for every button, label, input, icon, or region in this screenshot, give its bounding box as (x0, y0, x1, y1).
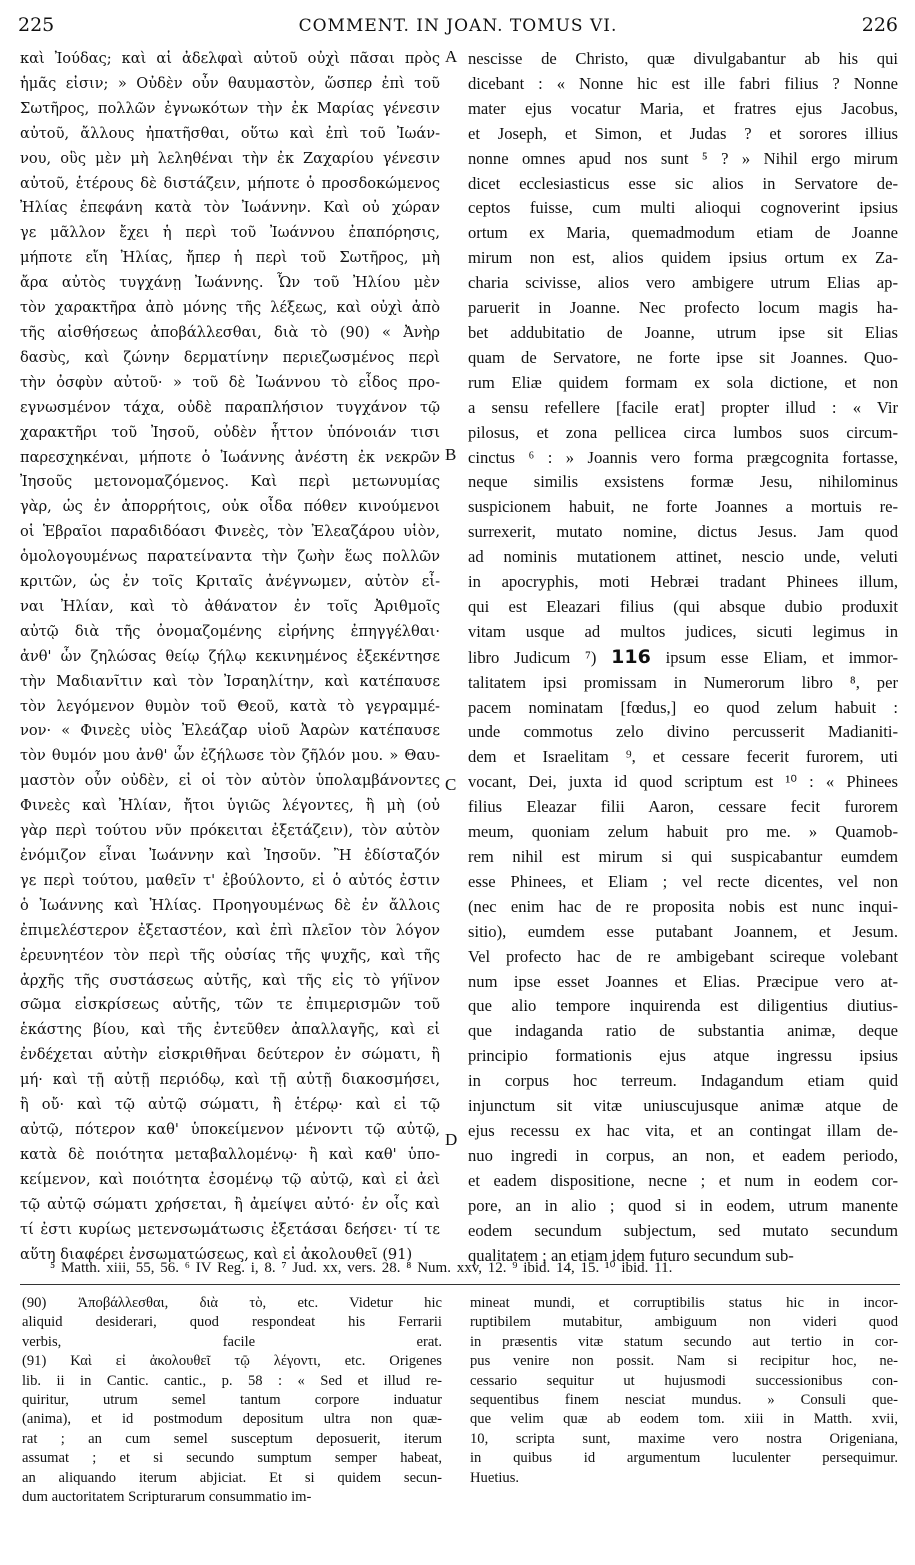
latin-text-line: principio formationis ejus atque ingressu ipsius (468, 1046, 898, 1066)
column-number: 116 (611, 645, 651, 668)
scripture-references: ⁵ Matth. xiii, 55, 56. ⁶ IV Reg. i, 8. ⁷ Jud. xx, vers. 28. ⁸ Num. xxv, 12. ⁹ ibid. 14, 15. ¹⁰ ibid. 11. (50, 1260, 673, 1276)
latin-text-line: nescisse de Christo, quæ divulgabantur ab his qui (468, 49, 898, 68)
footnote-line: que velim quæ ab eodem tom. xiii in Matth. xvii, (470, 1411, 898, 1428)
greek-text-line: ἀνθ' ὧν ζηλώσας θείῳ ζήλῳ κεκινημένος ἐξεκέντησε (20, 647, 440, 665)
greek-text-line: αὐτῷ διὰ τῆς ὀνομαζομένης εἰρήνης ἐπηγγέλθαι· (20, 622, 440, 640)
footnote-divider (20, 1284, 900, 1285)
greek-text-line: τὴν Μαδιανῖτιν καὶ τὸν Ἰσραηλίτην, καὶ κατέπαυσε (20, 672, 440, 690)
latin-text-line: filius Eleazar filii Aaron, cessare fecit furorem (468, 797, 898, 817)
greek-text-line: τὸν λεγόμενον θυμὸν τοῦ Θεοῦ, κατὰ τὸ γεγραμμέ- (20, 697, 440, 715)
latin-text-line: unde commotus zelo divino percusserit Madianiti- (468, 722, 898, 742)
latin-text-line: que alio tempore inquirenda est diligentius diutius- (468, 996, 898, 1016)
latin-text-line: neque similis exsistens formæ Jesu, nihilominus (468, 472, 898, 492)
footnote-line: mineat mundi, et corruptibilis status hic in incor- (470, 1295, 898, 1311)
running-title: COMMENT. IN JOAN. TOMUS VI. (298, 16, 618, 36)
page-number-right: 226 (861, 14, 898, 36)
latin-text-line: qui est Eleazari filius (qui absque dubio produxit (468, 596, 898, 616)
latin-text-line: et Joseph, et Simon, et Judas ? et sorores illius (468, 123, 898, 143)
greek-text-line: οἱ Ἑβραῖοι παραδιδόασι Φινεὲς, τὸν Ἐλεαζάρου υἱὸν, (20, 523, 440, 541)
greek-text-line: τῷ αὐτῷ σώματι χρήσεται, ἢ ἀμείψει αὐτό· ἐν οἷς καὶ (20, 1195, 440, 1213)
greek-text-line: μή· καὶ τῇ αὐτῇ περιόδῳ, καὶ τῇ αὐτῇ διακοσμήσει, (20, 1071, 440, 1089)
latin-text-line: num ipse esset Joannes et Elias. Præcipue vero at- (468, 971, 898, 991)
latin-text-line: rum Eliæ quidem formam ex sola dictione, et non (468, 372, 898, 392)
greek-text-line: τὸν χαρακτῆρα ἀπὸ μόνης τῆς λέξεως, καὶ οὐχὶ ἀπὸ (20, 299, 440, 317)
latin-text-line: ortum ex Maria, quemadmodum etiam de Joanne (468, 223, 898, 243)
greek-text-line: ἢ οὔ· καὶ τῷ αὐτῷ σώματι, ἢ ἑτέρῳ· καὶ εἰ τῷ (20, 1096, 440, 1114)
footnote-line: verbis, facile erat. (22, 1333, 442, 1350)
greek-text-line: γὰρ περὶ τούτου νῦν πρόκειται ἐξετάζειν), τὸν αὐτὸν (20, 822, 440, 840)
greek-text-line: ἐνόμιζον εἶναι Ἰωάννην καὶ Ἰησοῦν. Ἢ ἐδίσταζόν (20, 847, 440, 864)
greek-text-line: ἑκάστης βίου, καὶ τῆς ἐντεῦθεν ἀπαλλαγῆς, καὶ εἰ (20, 1021, 440, 1039)
margin-marker-a: A (445, 47, 458, 66)
latin-text-line: quam de Servatore, ne forte ipse sit Joannes. Quo- (468, 347, 898, 367)
latin-text-line: mirum non est, alios quidem ipsius ortum ex Za- (468, 248, 898, 268)
footnote-line: quiritur, utrum semel tantum corpore induatur (22, 1392, 442, 1409)
footnote-line: in præsentis vitæ statum secundo aut tertio in cor- (470, 1333, 898, 1350)
latin-text-line: rem nihil est mirum si qui suspicabantur eumdem (468, 847, 898, 866)
greek-text-line: τὸν θυμόν μου ἀνθ' ὧν ἐζήλωσε τὸν ζῆλόν μου. » Θαυ- (20, 747, 440, 765)
footnote-line: aliquid desiderari, quod respondeat his Ferrarii (22, 1314, 442, 1331)
footnote-line: Huetius. (470, 1469, 520, 1486)
greek-text-line: αὐτοῦ, ἄλλους ἠπατῆσθαι, οὕτω καὶ ἐπὶ τοῦ Ἰωάν- (20, 124, 440, 142)
greek-text-line: ὁ Ἰωάννης καὶ Ἠλίας. Προηγουμένως δὲ ἐν ἄλλοις (20, 896, 440, 914)
greek-text-line: δασὺς, καὶ ζώνην δερματίνην περιεζωσμένος περὶ (20, 348, 440, 366)
greek-text-line: ἐνδέχεται αὐτὴν εἰσκριθῆναι δεύτερον ἐν σώματι, ἢ (20, 1046, 440, 1064)
footnote-line: (90) Ἀποβάλλεσθαι, διὰ τὸ, etc. Videtur hic (22, 1295, 442, 1311)
greek-text-line: αὐτοῦ, ἑτέρους δὲ διστάζειν, μήποτε ὁ προσδοκώμενος (20, 174, 440, 192)
greek-text-line: χαρακτῆρι τοῦ Ἰησοῦ, οὐδὲν ἧττον ὑπόνοιάν τισι (20, 423, 440, 441)
greek-text-line: ὁμολογουμένως παρατείναντα τὴν ζωὴν ἕως πολλῶν (20, 548, 440, 566)
footnote-line: (91) Καὶ εἰ ἀκολουθεῖ τῷ λέγοντι, etc. Origenes (22, 1353, 442, 1370)
margin-marker-d: D (445, 1130, 458, 1149)
latin-text-line: paruerit in Joanne. Nec profecto locum magis ha- (468, 298, 898, 318)
latin-text-line: pacem nominatam [fœdus,] eo quod zelum habuit : (468, 697, 898, 717)
latin-text-line: meum, quoniam zelum habuit pro me. » Quamob- (468, 822, 898, 842)
footnote-line: assumat ; et si secundo sumptum semper habeat, (22, 1450, 442, 1467)
greek-text-line: ἡμᾶς εἰσιν; » Οὐδὲν οὖν θαυμαστὸν, ὥσπερ ἐπὶ τοῦ (20, 74, 440, 92)
greek-text-line: ἐρευνητέον τὸν περὶ τῆς οὐσίας τῆς ψυχῆς, καὶ τῆς (20, 946, 440, 964)
latin-text-line: injunctum sit vitæ uniuscujusque animæ atque de (468, 1096, 898, 1116)
greek-text-line: ἐπιμελέστερον ἐξεταστέον, καὶ ἐπὶ πλεῖον τὸν λόγον (20, 921, 440, 939)
greek-text-line: Σωτῆρος, πολλῶν ἐγνωκότων τὴν ἐκ Μαρίας γένεσιν (20, 99, 440, 117)
greek-text-line: ἄρα αὐτὸς τυγχάνῃ Ἰωάννης. Ὧν τοῦ Ἠλίου μὲν (20, 274, 440, 292)
latin-text-line: Vel profecto hac de re ambigebant scireque volebant (468, 946, 898, 966)
latin-text-line: dicet ecclesiasticus esse sic alios in Servatore de- (468, 173, 898, 193)
latin-text-line: a sensu refellere [facile erat] propter illud : « Vir (468, 397, 898, 417)
greek-text-line: Ἠλίας ἐπεφάνη κατὰ τὸν Ἰωάννην. Καὶ οὐ χώραν (20, 199, 440, 217)
latin-text-line: ceptos fuisse, cum multi alioqui cognoverint ipsius (468, 198, 898, 218)
latin-text-line: vitam usque ad multos judices, sicuti legimus in (468, 621, 898, 641)
latin-text-line: vocant, Dei, juxta id quod scriptum est ¹⁰ : « Phinees (468, 772, 898, 792)
footnote-line: in quibus id argumentum luculenter persequimur. (470, 1450, 898, 1467)
latin-text-line: ejus recessu ex hac vita, et an contingat illam de- (468, 1120, 898, 1140)
latin-text-line: pore, an in alio ; quod si in eodem, utrum manente (468, 1195, 898, 1215)
greek-text-line: νου, οὓς μὲν μὴ λεληθέναι τὴν ἐκ Ζαχαρίου γένεσιν (20, 149, 440, 167)
greek-text-line: Φινεὲς καὶ Ἠλίαν, ἤτοι ὑγιῶς λέγοντες, ἢ μὴ (οὐ (20, 797, 440, 815)
margin-marker-c: C (445, 775, 457, 794)
page-header (18, 14, 898, 40)
greek-text-line: σῶμα εἰσκρίσεως αὐτῆς, τῶν τε ἐπιμερισμῶν τοῦ (20, 996, 440, 1014)
latin-text-line: nonne omnes apud nos sunt ⁵ ? » Nihil ergo mirum (468, 148, 898, 168)
footnote-line: rat ; an cum semel susceptum deposuerit, iterum (22, 1430, 442, 1447)
latin-text-line: in apocryphis, moti Hebræi tradant Phinees illum, (468, 572, 898, 592)
greek-text-line: τί ἐστι κυρίως μετενσωμάτωσις ἐξετάσαι δεήσει· τί τε (20, 1220, 440, 1238)
greek-text-line: εγνωσμένον τάχα, οὐδὲ παραπλήσιον τυγχάνον τῷ (20, 398, 440, 416)
greek-text-line: κριτῶν, ὡς ἐν τοῖς Κριταῖς ἀνέγνωμεν, αὐτὸν εἶ- (20, 573, 440, 591)
latin-text-line: libro Judicum ⁷) 116 ipsum esse Eliam, et immor- (468, 645, 898, 668)
greek-text-line: ναι Ἠλίαν, καὶ τὸ ἀθάνατον ἐν τοῖς Ἀριθμοῖς (20, 597, 440, 615)
footnote-line: an aliquando iterum abjiciat. Et si quidem secun- (22, 1469, 442, 1486)
greek-text-line: γε μᾶλλον ἔχει ἡ περὶ τοῦ Ἰωάννου ἐπαπόρησις, (20, 224, 440, 242)
latin-text-line: charia scivisse, alios vero ambigere utrum Elias ap- (468, 273, 898, 293)
footnote-line: ruptibilem mutabitur, ambiguum non videri quod (470, 1314, 898, 1331)
latin-text-line: dem et Israelitam ⁹, et cessare fecerit furorem, uti (468, 747, 898, 767)
latin-text-line: (nec enim hac de re proposita nobis est nunc inqui- (468, 896, 898, 916)
footnote-line: pus venire non possit. Nam si recipitur hoc, ne- (470, 1353, 898, 1370)
latin-text-line: ad nominis mutationem attinet, nescio unde, veluti (468, 547, 898, 567)
footnote-line: cessario sequitur ut hujusmodi successionibus con- (470, 1372, 898, 1389)
latin-text-line: sitio), eumdem esse putabant Joannem, et Jesum. (468, 921, 898, 941)
latin-text-line: que indaganda ratio de substantia animæ, deque (468, 1021, 898, 1041)
greek-text-line: ἀρχῆς τῆς συστάσεως αὐτῆς, καὶ τῆς εἰς τὸ γήϊνον (20, 971, 440, 989)
greek-text-line: καὶ Ἰούδας; καὶ αἱ ἀδελφαὶ αὐτοῦ οὐχὶ πᾶσαι πρὸς (20, 50, 440, 67)
greek-text-line: Ἰησοῦς μετονομαζόμενος. Καὶ περὶ μετωνυμίας (20, 473, 440, 491)
latin-text-line: surrexerit, mutato nomine, dictus Jesus. Jam quod (468, 522, 898, 542)
latin-text-line: qualitatem ; an etiam idem futuro secundum sub- (468, 1245, 794, 1265)
latin-text-line: talitatem ipsi promissam in Numerorum libro ⁸, per (468, 672, 898, 692)
footnotes-right (470, 1294, 898, 1488)
footnote-line: lib. ii in Cantic. cantic., p. 58 : « Sed et illud re- (22, 1372, 442, 1389)
greek-text-line: μήποτε εἴη Ἠλίας, ἤπερ ἡ περὶ τοῦ Σωτῆρος, μὴ (20, 249, 440, 267)
latin-text-line: cinctus ⁶ : » Joannis vero forma prægcognita fortasse, (468, 447, 898, 467)
greek-text-line: αὐτῷ, πότερον καθ' ὑποκείμενον μένοντι τῷ αὐτῷ, (20, 1120, 440, 1138)
greek-text-line: νον· « Φινεὲς υἱὸς Ἐλεάζαρ υἱοῦ Ἀαρὼν κατέπαυσε (20, 722, 440, 740)
margin-marker-b: B (445, 445, 457, 464)
latin-text-line: in corpus hoc terreum. Indagandum etiam quid (468, 1071, 898, 1091)
greek-text-line: γε περὶ τούτου, μαθεῖν τ' ἐβούλοντο, εἰ ὁ αὐτός ἐστιν (20, 871, 440, 889)
greek-text-line: τῆς αἰσθήσεως ἀποβάλλεσθαι, διὰ τὸ (90) « Ἀνὴρ (20, 323, 440, 341)
latin-text-line: bet addubitatio de Joanne, utrum ipse sit Elias (468, 322, 898, 342)
footnote-line: sequentibus finem nesciat mundus. » Consuli que- (470, 1392, 898, 1409)
latin-text-line: mater ejus vocatur Maria, et fratres ejus Jacobus, (468, 98, 898, 118)
page-number-left: 225 (18, 14, 55, 36)
greek-text-line: κατὰ δὲ ποιότητα μεταβαλλομένῳ· ἢ καὶ καθ' ὑπο- (20, 1145, 440, 1163)
latin-text-line: suspicionem habuit, ne forte Joannes a mortuis re- (468, 497, 898, 517)
latin-column (468, 47, 898, 1268)
latin-text-line: pilosus, et zona pellicea circa lumbos suos circum- (468, 422, 898, 442)
greek-text-line: μαστὸν οὖν οὐδὲν, εἰ οἱ τὸν αὐτὸν ὑπολαμβάνοντες (20, 772, 440, 790)
greek-text-line: τὴν ὀσφὺν αὐτοῦ· » τοῦ δὲ Ἰωάννου τὸ εἶδος προ- (20, 373, 440, 391)
latin-text-line: et eadem dispositione, necne ; et num in eodem cor- (468, 1170, 898, 1190)
footnotes-left (22, 1294, 442, 1507)
greek-text-line: γὰρ, ὡς ἐν ἀπορρήτοις, οὐκ οἶδα πόθεν κινούμενοι (20, 498, 440, 516)
greek-text-line: κείμενον, καὶ ποιότητα ἐσομένῳ τῷ αὐτῷ, καὶ εἰ ἀεὶ (20, 1170, 440, 1188)
latin-text-line: dicebant : « Nonne hic est ille fabri filius ? Nonne (468, 73, 898, 93)
greek-text-line: παρεσχηκέναι, μήποτε ὁ Ἰωάννης ἀνέστη ἐκ νεκρῶν (20, 448, 440, 466)
greek-column (20, 47, 440, 1267)
footnote-line: dum auctoritatem Scripturarum consummatio im- (22, 1489, 312, 1506)
greek-text-line: αὕτη διαφέρει ἐνσωματώσεως, καὶ εἰ ἀκολουθεῖ (91) (20, 1245, 413, 1263)
footnote-line: (anima), et id postmodum depositum ultra non quæ- (22, 1411, 442, 1428)
latin-text-line: eodem secundum subjectum, sed mutato secundum (468, 1220, 898, 1240)
latin-text-line: nuo ingredi in corpus, an non, et eadem periodo, (468, 1145, 898, 1165)
footnote-line: 10, scripta sunt, maxime vero nostra Origeniana, (470, 1430, 898, 1447)
latin-text-line: esse Phinees, et Eliam ; vel recte dicentes, vel non (468, 871, 898, 891)
